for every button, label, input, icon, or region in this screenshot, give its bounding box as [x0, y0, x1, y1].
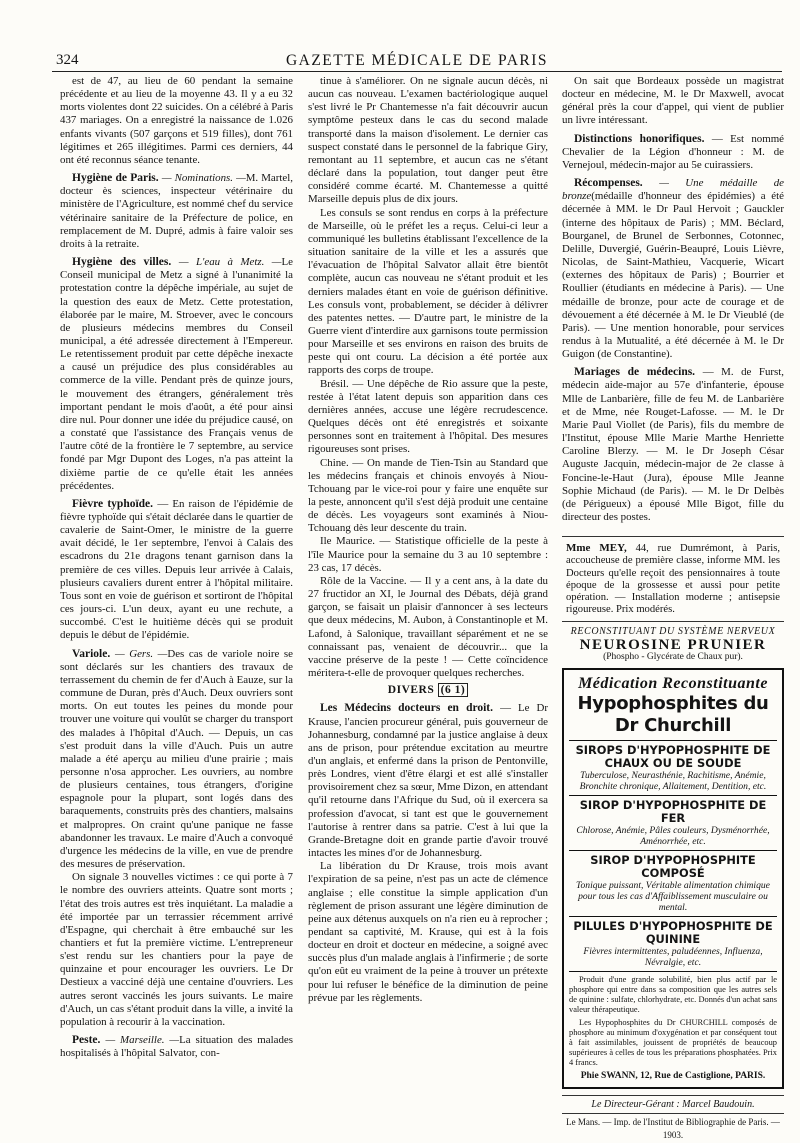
section-heading-title: Fièvre typhoïde. — [72, 497, 158, 510]
section-heading — [72, 498, 157, 510]
article-paragraph: — Le Dr Krause, l'ancien procureur général, puis gouverneur de Johannesburg, condamné par la justice anglaise à deux ans de prison, pour prétendue excitation au meurtre d'un anglais, et enfermé dans la prison de Pentonville, près Londres, vient d'être élargi et est allé s'installer provisoirement chez sa sœur, Mme Dizon, en attendant qu'il retourne dans l'Afrique du Sud, où il exercera sa profession d'avocat, si tant est que le gouvernement l'autorise à rentrer dans sa patrie. C'est à lui que la Grande-Bretagne doit en grande partie d'avoir trouvé intactes les mines d'or de Johannesburg. — [308, 702, 548, 860]
section-heading-title: Variole. — [72, 647, 115, 660]
page-number: 324 — [56, 52, 79, 68]
section-heading — [72, 648, 167, 660]
article-block — [60, 256, 293, 493]
section-heading-title: Peste. — [72, 1034, 106, 1047]
section-heading-title: Les Médecins docteurs en droit. — [320, 702, 501, 715]
article-paragraph: Le Conseil municipal de Metz a signé à l'unanimité la protestation contre la dépêche impériale, au sujet de la question des eaux de Metz. Cette protestation, élaborée par le maire, M. Stroever, avec le concours de plusieurs médecins membres du Conseil municipal, a été adressée directement à l'Empereur. Le retentissement produit par cette dépêche inexacte a causé un préjudice des plus considérables au commerce de la ville. Pendant près de quinze jours, le mouvement des étrangers, généralement très important pendant le mois d'août, a été pour ainsi dire nul. Pour donner une idée du préjudice causé, on a constaté que l'assistance des Français venus de l'autre côté de la frontière le 7 septembre, au service fondé par Mgr Dupont des Loges, n'a pas atteint la dixième partie de ce qu'elle était les années précédentes. — [60, 256, 293, 492]
divers-heading: DIVERS (6 1) — [308, 684, 548, 697]
ad-mey-text: 44, rue Dumrémont, à Paris, accoucheuse de première classe, informe MM. les Docteurs qu'elle reçoit des pensionnaires à toute époque de la grossesse et aussi pour petite opération. — Installation moderne ; antisepsie rigoureuse. Prix modérés. — [566, 543, 780, 616]
article-block — [60, 498, 293, 643]
section-heading — [72, 256, 282, 268]
article-paragraph: Brésil. — Une dépêche de Rio assure que la peste, restée à l'état latent depuis son apparition dans ces dernières années, accuse une légère recrudescence. Quelques décès ont été enregistrés et soixante personnes sont en traitement à l'hôpital. Des mesures rigoureuses sont prises. — [308, 377, 548, 456]
article-paragraph: Chine. — On mande de Tien-Tsin au Standard que les médecins français et chinois envoyés à Niou-Tchouang par le vice-roi pour y faire une enquête sur la peste, annoncent qu'il s'est déjà produit une centaine de décès. Les voyageurs sont examinés à Niou-Tchouang dès leur descente du train. — [308, 456, 548, 535]
column-right-articles — [562, 75, 784, 524]
ad-product-description: Fièvres intermittentes, paludéennes, Influenza, Névralgie, etc. — [583, 945, 763, 968]
column-right — [562, 75, 785, 1141]
section-heading-title: Hygiène des villes. — [72, 256, 179, 269]
section-heading — [320, 702, 500, 714]
article-block — [308, 702, 548, 860]
ad-product-name: SIROP D'HYPOPHOSPHITE DE FER — [579, 797, 767, 825]
divers-tag: (6 1) — [438, 683, 469, 697]
footer-gerant: Le Directeur-Gérant : Marcel Baudouin. — [562, 1095, 784, 1111]
article-paragraph: est de 47, au lieu de 60 pendant la semaine précédente et au lieu de la moyenne 43. Il y a eu 32 morts violentes dont 22 suicides. On a célébré à Paris 437 mariages. On a enregistré la naissance de 1.026 enfants vivants (507 garçons et 519 filles), dont 761 légitimes et 265 illégitimes. Parmi ces derniers, 44 ont été reconnus séance tenante. — [60, 75, 293, 166]
article-paragraph: — M. de Furst, médecin aide-major au 57e d'infanterie, épouse Mlle de Lanbarière, fille de feu M. de Lanbarière et de Mme, née Rouget-Lafosse. — M. le Dr Marie Paul Viollet (de Paris), fils du membre de l'Institut, épouse Mlle Marie Marthe Henriette Caroline Blerzy. — M. le Dr Joseph César Auguste Jacquin, médecin-major de 2e classe à Foncine-le-Haut (Jura), épouse Mlle Jeanne Sophie Michaud (de Paris). — M. le Dr Delbès (de Périgueux) a épousé Mlle Bigot, fille du directeur des postes. — [562, 366, 785, 523]
section-heading-title: Distinctions honorifiques. — [574, 132, 712, 145]
article-paragraph: tinue à s'améliorer. On ne signale aucun décès, ni aucun cas nouveau. L'examen bactériologique auquel s'est livré le Pr Chantemesse n'a fait découvrir aucun symptôme pesteux dans le cas du second malade transporté dans la maison d'isolement. Le dernier cas suspect constaté dans le personnel de la fabrique Giry, remontant au 11 septembre, et aucun cas ne s'étant déclaré dans la population, tout danger peut être considéré comme écarté. M. Chantemesse a quitté Marseille depuis plus de dix jours. — [308, 75, 548, 206]
ad-product-description: Tuberculose, Neurasthénie, Rachitisme, Anémie, Bronchite chronique, Allaitement, Dentition, etc. — [579, 769, 767, 792]
article-block — [562, 133, 784, 172]
section-heading-subtitle: — Gers. — — [114, 647, 168, 660]
ad-churchill-fine-print-1: Produit d'une grande solubilité, bien plus actif par le phosphore qui entre dans sa composition que les autres sels de quinine : sulfate, chlorhydrate, etc. Donnés d'un achat sans valeur thérapeutique. — [569, 974, 777, 1014]
article-paragraph: On sait que Bordeaux possède un magistrat docteur en médecine, M. le Dr Maxwell, avocat général près la cour d'appel, qui vient de publier un livre intéressant. — [562, 75, 784, 127]
article-paragraph: On signale 3 nouvelles victimes : ce qui porte à 7 le nombre des ouvriers atteints. Quatre sont morts ; l'état des trois autres est très inquiétant. La maladie a été importée par un terrassier récemment arrivé d'Espagne, qui cherchait à être embauché sur les chantiers et fut la première victime. L'entrepreneur s'est rendu sur les chantiers pour la paye de quinzaine et pour encourager les ouvriers. Le Dr Destieux a vacciné déjà une centaine d'ouvriers. Les autres seront vaccinés les jours suivants. Le maire d'Auch, un cas s'étant produit dans la ville, a invité la population à recourir à la vaccination. — [60, 871, 293, 1028]
ad-churchill-heading: Médication Reconstituante — [578, 674, 768, 692]
ad-product-description: Chlorose, Anémie, Pâles couleurs, Dysménorrhée, Aménorrhée, etc. — [576, 824, 770, 847]
footer-imprint: Le Mans. — Imp. de l'Institut de Bibliographie de Paris. — 1903. — [562, 1113, 784, 1142]
section-heading-subtitle: — L'eau à Metz. — — [178, 256, 282, 269]
ad-product-name: SIROP D'HYPOPHOSPHITE COMPOSÉ — [590, 852, 756, 880]
article-paragraph: M. Martel, docteur ès sciences, inspecteur vétérinaire du ministère de l'Agriculture, est nommé chef du service vétérinaire sanitaire de la Préfecture de police, en remplacement de M. Dupré, admis à faire valoir ses droits à la retraite. — [60, 172, 294, 250]
ad-product-name: PILULES D'HYPOPHOSPHITE DE QUININE — [573, 918, 773, 946]
column-left — [60, 75, 294, 1060]
ad-neurosine-tagline: RECONSTITUANT DU SYSTÈME NERVEUX — [570, 626, 776, 638]
ad-mey-name: Mme MEY, — [566, 542, 627, 555]
article-block — [562, 366, 784, 524]
article-paragraph: La situation des malades hospitalisés à l'hôpital Salvator, con- — [60, 1034, 293, 1060]
section-heading — [574, 366, 703, 378]
ad-churchill-fine-print-2: Les Hypophosphites du Dr CHURCHILL composés de phosphore au minimum d'oxygénation et par conséquent tout à fait assimilables, jouissent de propriétés de beaucoup supérieures à celles de tous les préparations phosphatées. Prix 4 francs. — [569, 1017, 777, 1067]
advertisement-churchill — [562, 668, 784, 1089]
section-heading-subtitle: — Nominations. — — [161, 172, 246, 185]
column-middle — [308, 75, 548, 1021]
journal-title: GAZETTE MÉDICALE DE PARIS — [285, 52, 549, 69]
ad-churchill-address: Phie SWANN, 12, Rue de Castiglione, PARIS. — [580, 1070, 766, 1081]
article-paragraph: Des cas de variole noire se sont déclarés sur les chantiers des travaux de terrassement du chemin de fer d'Auch à Eauze, sur la commune de Duran, près d'Auch. Deux ouvriers sont morts. On eut toutes les peines du monde pour trouver une voiture qui voulût se charger du transport des malades à l'hôpital d'Auch. — Depuis, un cas s'est produit dans la ville d'Auch. Puis un autre malade a été aperçu au milieu d'une prairie ; mais personne n'osa approcher. Les ouvriers, au nombre de plusieurs centaines, tous étrangers, d'origine espagnole pour la plupart, sont logés dans des baraquements, construits près des chantiers, malsains et malpropres. On craint qu'une panique ne fasse abandonner les travaux. Le maire d'Auch a convoqué d'urgence les médecins de la ville, en vue de prendre des mesures de préservation. — [60, 647, 293, 871]
article-block — [60, 172, 293, 251]
ad-product-name: SIROPS D'HYPOPHOSPHITE DE CHAUX OU DE SOUDE — [575, 742, 771, 770]
page-header — [52, 50, 782, 72]
ad-churchill-brand: Hypophosphites du Dr Churchill — [577, 692, 769, 736]
section-heading — [72, 1034, 179, 1046]
section-heading-title: Mariages de médecins. — [574, 366, 703, 379]
ad-separator — [569, 850, 777, 851]
article-block — [60, 1034, 293, 1060]
article-paragraph: Les consuls se sont rendus en corps à la préfecture de Marseille, où le préfet les a reçus. Celui-ci leur a communiqué les bulletins établissant l'excellence de la situation sanitaire de la ville et les a assurés que l'évacuation de l'hôpital Salvator allait être bientôt complète, aucun cas nouveau ne s'étant produit et les derniers malades étant en voie de guérison définitive. Les consuls vont, probablement, se décider à délivrer des patentes nettes. — D'autre part, le ministre de la Guerre vient d'interdire aux garnisons toute permission pour Marseille et ses environs en raison des bruits de peste qui ont couru. La décision a été portée aux rapports des corps de troupe. — [308, 206, 548, 377]
article-paragraph: Ile Maurice. — Statistique officielle de la peste à l'île Maurice pour la semaine du 3 au 10 septembre : 23 cas, 17 décès. — [308, 535, 548, 574]
article-paragraph: — Est nommé Chevalier de la Légion d'honneur : M. de Vernejoul, médecin-major au 5e cuirassiers. — [562, 132, 784, 171]
ad-churchill-products — [569, 740, 777, 972]
advertisement-mey — [562, 536, 784, 622]
ad-neurosine-formula: (Phospho - Glycérate de Chaux pur). — [603, 652, 743, 663]
article-paragraph: — En raison de l'épidémie de fièvre typhoïde qui s'était déclarée dans le quartier de cavalerie de Saint-Omer, le ministre de la guerre avait décidé, le 1er septembre, l'envoi à Calais des escadrons du 21e dragons tenant garnison dans la première de ces villes. Depuis leur arrivée à Calais, plusieurs cavaliers durent entrer à l'hôpital militaire. Tous sont en voie de guérison et sortiront de l'hôpital ces jours-ci. L'un deux, ayant eu une rechute, a succombé. C'est le huitième décès qui se produit depuis le début de l'épidémie. — [60, 497, 293, 642]
ad-separator — [569, 971, 777, 972]
ad-product-description: Tonique puissant, Véritable alimentation chimique pour tous les cas d'Affaiblissement musculaire ou mental. — [576, 879, 770, 913]
ad-separator — [569, 916, 777, 917]
section-heading-title: Hygiène de Paris. — [72, 172, 162, 185]
article-paragraph: (médaille d'honneur des épidémies) a été décernée à MM. le Dr Paul Hervoit ; Gauckler (interne des hôpitaux de Paris) ; MM. Béclard, Bourganel, de Brunel de Serbonnes, Cotonnec, Delille, Duvergié, Guérin-Beaupré, Louis Lièvre, Nicolas, de Saint-Mathieu, Vacquerie, Wicart (externes des hôpitaux de Paris) ; Bourrier et Roullier (étudiants en médecine à Paris). — Une médaille de bronze, pour acte de courage et de dévouement a été décernée à M. le Dr Vieublé (de Paris). — Une mention honorable, pour services rendus à la Mutualité, a été décernée à M. le Dr Guigon (de Constantine). — [562, 190, 784, 361]
header-rule — [52, 71, 782, 72]
section-heading — [574, 133, 712, 145]
section-heading — [72, 172, 246, 184]
ad-separator — [569, 740, 777, 741]
article-block — [60, 648, 293, 872]
ad-neurosine-brand: NEUROSINE PRUNIER — [579, 636, 767, 653]
article-paragraph: Rôle de la Vaccine. — Il y a cent ans, à la date du 27 fructidor an XI, le Journal des Débats, déjà grand garçon, se faisait un plaisir d'annoncer à ses lecteurs que deux médecins, M. Aubon, à Constantinople et M. Lafond, à Salonique, travaillant séparément et ne se connaissant pas, venaient de découvrir... que la vaccine préserve de la peste ! — Cette coïncidence méritera-t-elle de provoquer quelques recherches. — [308, 574, 548, 680]
article-paragraph: La libération du Dr Krause, trois mois avant l'expiration de sa peine, n'est pas un acte de clémence anglaise ; elle constitue la simple application d'un règlement de prison assurant une légère diminution de peine aux détenus auxquels on n'a rien eu à reprocher ; pendant sa captivité, M. Krause, qui est à la fois docteur en droit et docteur en médecine, a soigné avec succès plus d'un malade anglais à l'infirmerie ; de sorte qu'on eût eu vraiment de la peine à trouver un prétexte pour lui refuser le bénéfice de la diminution de peine prévue par les règlements. — [308, 860, 548, 1004]
section-heading-title: Récompenses. — [574, 177, 660, 190]
section-heading-subtitle: — Marseille. — — [105, 1034, 180, 1047]
article-block — [562, 177, 784, 361]
ad-separator — [569, 795, 777, 796]
section-heading-subtitle: — Une médaille de bronze — [562, 177, 784, 203]
advertisement-neurosine — [562, 626, 784, 664]
